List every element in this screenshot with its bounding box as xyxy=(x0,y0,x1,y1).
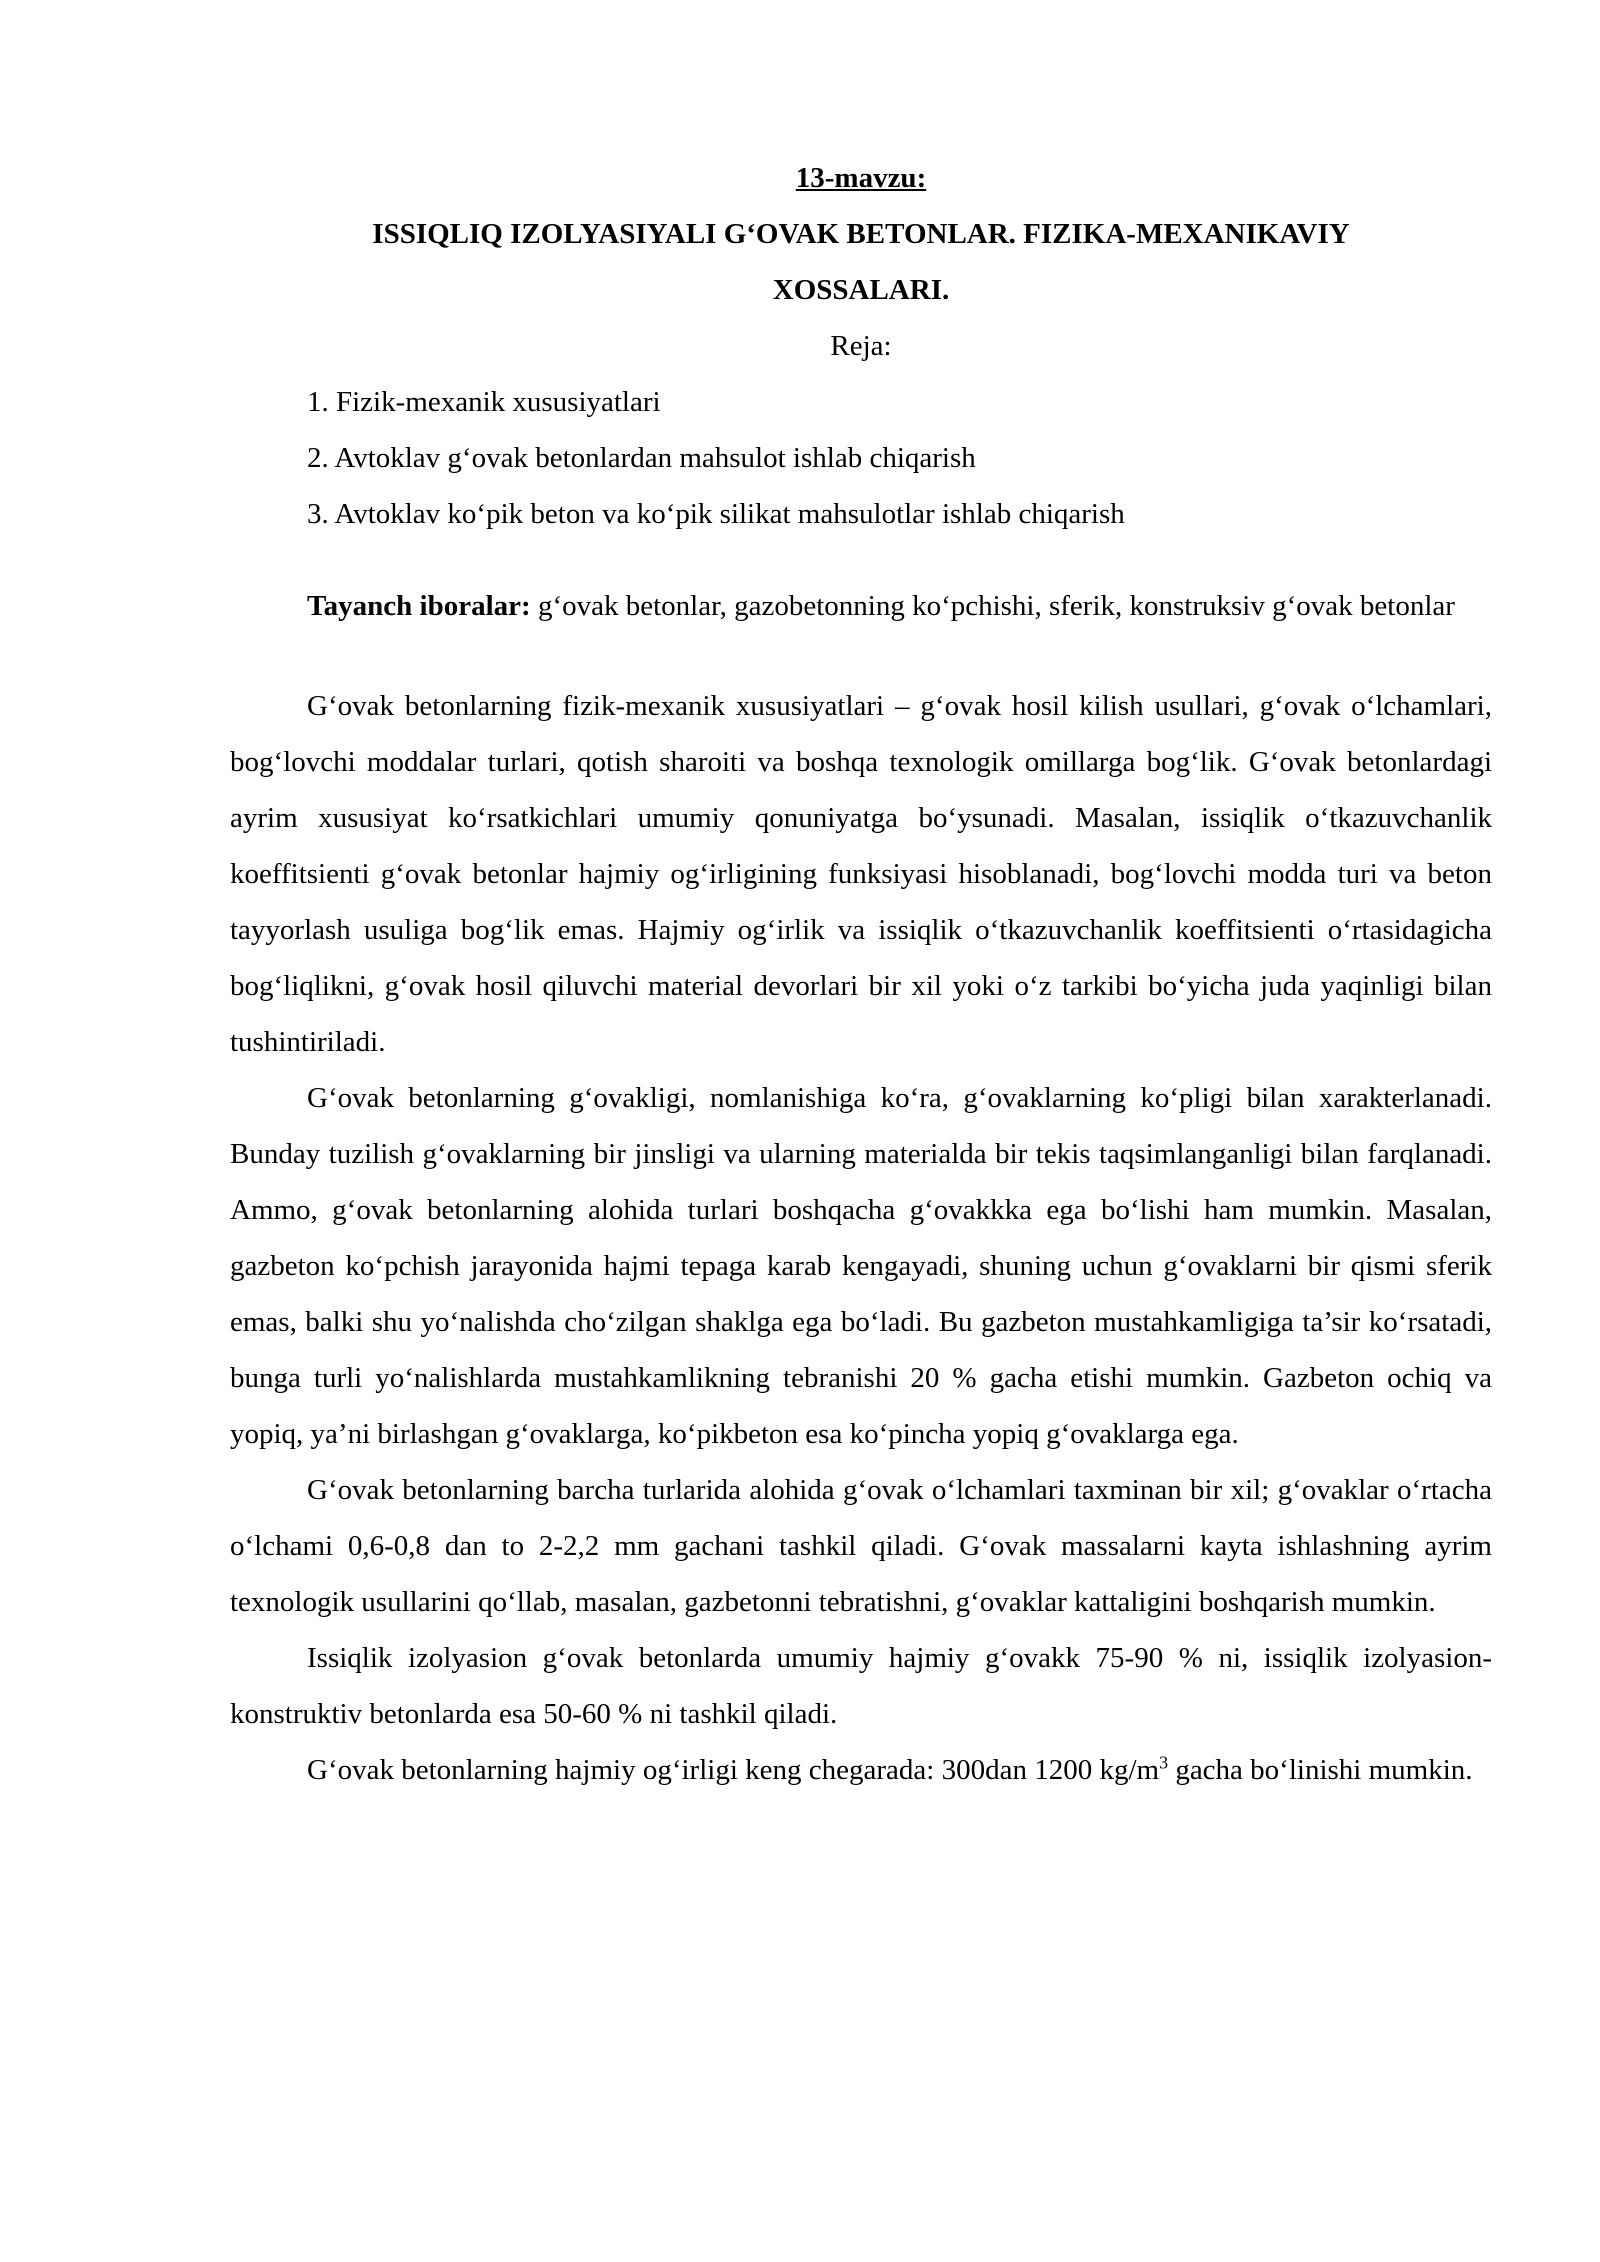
plan-item: 3. Avtoklav ko‘pik beton va ko‘pik silikat mahsulotlar ishlab chiqarish xyxy=(307,498,1125,530)
plan-list xyxy=(230,374,1492,542)
body-paragraph: Issiqlik izolyasion g‘ovak betonlarda umumiy hajmiy g‘ovakk 75-90 % ni, issiqlik izolyasion-konstruktiv betonlarda esa 50-60 % ni tashkil qiladi. xyxy=(230,1642,1492,1730)
body-paragraph: G‘ovak betonlarning g‘ovakligi, nomlanishiga ko‘ra, g‘ovaklarning ko‘pligi bilan xarakterlanadi. Bunday tuzilish g‘ovaklarning bir jinsligi va ularning materialda bir tekis taqsimlanganligi bilan farqlanadi. Ammo, g‘ovak betonlarning alohida turlari boshqacha g‘ovakkka ega bo‘lishi ham mumkin. Masalan, gazbeton ko‘pchish jarayonida hajmi tepaga karab kengayadi, shuning uchun g‘ovaklarni bir qismi sferik emas, balki shu yo‘nalishda cho‘zilgan shaklga ega bo‘ladi. Bu gazbeton mustahkamligiga ta’sir ko‘rsatadi, bunga turli yo‘nalishlarda mustahkamlikning tebranishi 20 % gacha etishi mumkin. Gazbeton ochiq va yopiq, ya’ni birlashgan g‘ovaklarga, ko‘pikbeton esa ko‘pincha yopiq g‘ovaklarga ega. xyxy=(230,1082,1492,1450)
density-text-end: gacha bo‘linishi mumkin. xyxy=(1168,1754,1473,1786)
keywords-text: g‘ovak betonlar, gazobetonning ko‘pchishi, sferik, konstruksiv g‘ovak betonlar xyxy=(530,590,1455,622)
density-paragraph xyxy=(230,1742,1492,1798)
keywords-label: Tayanch iboralar: xyxy=(307,590,531,622)
density-text: G‘ovak betonlarning hajmiy og‘irligi keng chegarada: 300dan 1200 kg/m xyxy=(307,1754,1160,1786)
spacer xyxy=(230,634,1492,678)
plan-item: 2. Avtoklav g‘ovak betonlardan mahsulot ishlab chiqarish xyxy=(307,442,976,474)
title-line-2: XOSSALARI. xyxy=(772,274,950,306)
body-paragraph: G‘ovak betonlarning fizik-mexanik xususiyatlari – g‘ovak hosil kilish usullari, g‘ovak o‘lchamlari, bog‘lovchi moddalar turlari, qotish sharoiti va boshqa texnologik omillarga bog‘lik. G‘ovak betonlardagi ayrim xususiyat ko‘rsatkichlari umumiy qonuniyatga bo‘ysunadi. Masalan, issiqlik o‘tkazuvchanlik koeffitsienti g‘ovak betonlar hajmiy og‘irligining funksiyasi hisoblanadi, bog‘lovchi modda turi va beton tayyorlash usuliga bog‘lik emas. Hajmiy og‘irlik va issiqlik o‘tkazuvchanlik koeffitsienti o‘rtasidagicha bog‘liqlikni, g‘ovak hosil qiluvchi material devorlari bir xil yoki o‘z tarkibi bo‘yicha juda yaqinligi bilan tushintiriladi. xyxy=(230,690,1492,1058)
plan-heading: Reja: xyxy=(830,330,892,362)
cubic-superscript: 3 xyxy=(1159,1752,1169,1773)
document-page xyxy=(230,150,1492,1798)
plan-item: 1. Fizik-mexanik xususiyatlari xyxy=(307,386,661,418)
body-paragraph: G‘ovak betonlarning barcha turlarida alohida g‘ovak o‘lchamlari taxminan bir xil; g‘ovaklar o‘rtacha o‘lchami 0,6-0,8 dan to 2-2,2 mm gachani tashkil qiladi. G‘ovak massalarni kayta ishlashning ayrim texnologik usullarini qo‘llab, masalan, gazbetonni tebratishni, g‘ovaklar kattaligini boshqarish mumkin. xyxy=(230,1474,1492,1618)
keywords-paragraph xyxy=(230,578,1492,634)
title-line-1: ISSIQLIQ IZOLYASIYALI G‘OVAK BETONLAR. FIZIKA-MEXANIKAVIY xyxy=(372,218,1350,250)
topic-heading: 13-mavzu: xyxy=(795,162,927,194)
spacer xyxy=(230,542,1492,578)
